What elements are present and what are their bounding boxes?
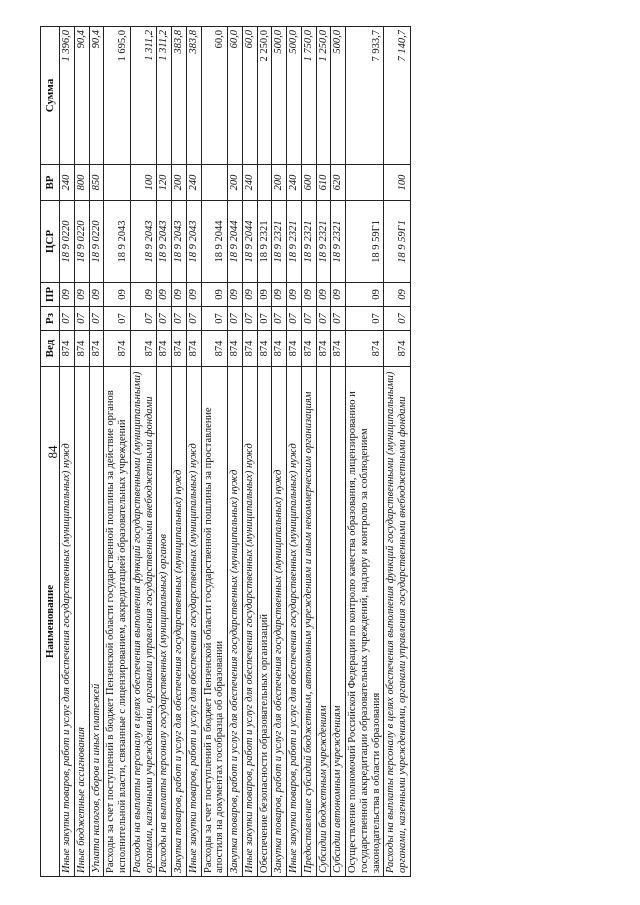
cell-name: Уплата налогов, сборов и иных платежей: [89, 367, 104, 877]
cell-pr: 09: [301, 283, 316, 307]
cell-csr: 18 9 2321: [272, 201, 287, 283]
cell-rz: 07: [257, 307, 272, 331]
table-row: [104, 27, 131, 877]
cell-rz: 07: [272, 307, 287, 331]
table-row: [316, 27, 331, 877]
cell-vr: [201, 165, 228, 201]
cell-sum: 500,0: [331, 27, 346, 165]
cell-pr: 09: [89, 283, 104, 307]
cell-pr: 09: [172, 283, 187, 307]
cell-name: Осуществление полномочий Российской Федерации по контролю качества образования, лицензированию и государственной аккредитации образовательных учреждений, надзору и контролю за соблюдением законодательства в области образования: [346, 367, 384, 877]
cell-pr: 09: [130, 283, 157, 307]
cell-csr: 18 9 2044: [201, 201, 228, 283]
table-row: [186, 27, 201, 877]
cell-ved: 874: [186, 331, 201, 367]
cell-name: Субсидии бюджетным учреждениям: [316, 367, 331, 877]
cell-csr: 18 9 0220: [89, 201, 104, 283]
cell-sum: 383,8: [172, 27, 187, 165]
cell-pr: 09: [201, 283, 228, 307]
cell-ved: 874: [60, 331, 75, 367]
cell-sum: 2 250,0: [257, 27, 272, 165]
cell-rz: 07: [201, 307, 228, 331]
cell-rz: 07: [287, 307, 302, 331]
table-row: [272, 27, 287, 877]
cell-pr: 09: [316, 283, 331, 307]
cell-ved: 874: [130, 331, 157, 367]
cell-ved: 874: [301, 331, 316, 367]
cell-ved: 874: [257, 331, 272, 367]
cell-sum: 60,0: [201, 27, 228, 165]
table-row: [89, 27, 104, 877]
cell-ved: 874: [331, 331, 346, 367]
cell-csr: 18 9 2044: [228, 201, 243, 283]
budget-table: [40, 26, 411, 877]
cell-sum: 500,0: [287, 27, 302, 165]
cell-csr: 18 9 2321: [301, 201, 316, 283]
cell-vr: 100: [384, 165, 411, 201]
cell-vr: 120: [157, 165, 172, 201]
cell-name: Обеспечение безопасности образовательных организаций: [257, 367, 272, 877]
table-row: [384, 27, 411, 877]
cell-vr: 240: [242, 165, 257, 201]
header-ved: Вед: [41, 331, 60, 367]
cell-csr: 18 9 2043: [157, 201, 172, 283]
cell-ved: 874: [228, 331, 243, 367]
header-pr: ПР: [41, 283, 60, 307]
table-row: [301, 27, 316, 877]
header-rz: Рз: [41, 307, 60, 331]
cell-rz: 07: [60, 307, 75, 331]
cell-sum: 90,4: [89, 27, 104, 165]
cell-vr: 620: [331, 165, 346, 201]
cell-vr: 200: [228, 165, 243, 201]
cell-csr: 18 9 2044: [242, 201, 257, 283]
cell-vr: 240: [60, 165, 75, 201]
cell-pr: 09: [384, 283, 411, 307]
cell-sum: 1 695,0: [104, 27, 131, 165]
cell-vr: 240: [287, 165, 302, 201]
cell-pr: 09: [60, 283, 75, 307]
table-row: [60, 27, 75, 877]
cell-sum: 1 311,2: [130, 27, 157, 165]
cell-csr: 18 9 2043: [104, 201, 131, 283]
table-row: [287, 27, 302, 877]
cell-rz: 07: [316, 307, 331, 331]
cell-csr: 18 9 2321: [287, 201, 302, 283]
cell-rz: 07: [157, 307, 172, 331]
cell-ved: 874: [89, 331, 104, 367]
cell-ved: 874: [287, 331, 302, 367]
header-sum: Сумма: [41, 27, 60, 165]
table-header-row: [41, 27, 60, 877]
cell-sum: 383,8: [186, 27, 201, 165]
table-row: [331, 27, 346, 877]
cell-vr: 200: [272, 165, 287, 201]
cell-name: Расходы на выплаты персоналу в целях обеспечения выполнения функций государственными (муниципальными) органами, казенными учреждениями, органами управления государственными внебюджетными фондами: [384, 367, 411, 877]
cell-name: Расходы за счет поступлений в бюджет Пензенской области государственной пошлины за проставление апостиля на документах гособразца об образовании: [201, 367, 228, 877]
cell-csr: 18 9 2321: [316, 201, 331, 283]
table-row: [130, 27, 157, 877]
table-row: [242, 27, 257, 877]
cell-name: Иные закупки товаров, работ и услуг для обеспечения государственных (муниципальных) нужд: [242, 367, 257, 877]
cell-pr: 09: [157, 283, 172, 307]
cell-vr: [104, 165, 131, 201]
cell-vr: 610: [316, 165, 331, 201]
cell-vr: 800: [74, 165, 89, 201]
page-number: 84: [45, 445, 60, 459]
cell-rz: 07: [331, 307, 346, 331]
header-vr: ВР: [41, 165, 60, 201]
cell-vr: 100: [130, 165, 157, 201]
cell-rz: 07: [89, 307, 104, 331]
cell-ved: 874: [346, 331, 384, 367]
cell-vr: 240: [186, 165, 201, 201]
cell-pr: 09: [186, 283, 201, 307]
cell-sum: 90,4: [74, 27, 89, 165]
cell-sum: 60,0: [242, 27, 257, 165]
cell-rz: 07: [301, 307, 316, 331]
cell-csr: 18 9 2321: [331, 201, 346, 283]
cell-sum: 1 396,0: [60, 27, 75, 165]
cell-vr: 850: [89, 165, 104, 201]
cell-rz: 07: [186, 307, 201, 331]
cell-vr: 200: [172, 165, 187, 201]
cell-name: Субсидии автономным учреждениям: [331, 367, 346, 877]
cell-pr: 09: [346, 283, 384, 307]
cell-name: Расходы за счет поступлений в бюджет Пензенской области государственной пошлины за действие органов исполнительной власти, связанные с лицензированием, аккредитацией образовательных учреждений: [104, 367, 131, 877]
cell-rz: 07: [384, 307, 411, 331]
cell-pr: 09: [287, 283, 302, 307]
cell-rz: 07: [242, 307, 257, 331]
cell-vr: 600: [301, 165, 316, 201]
cell-csr: 18 9 59Г1: [384, 201, 411, 283]
cell-csr: 18 9 0220: [60, 201, 75, 283]
cell-name: Иные закупки товаров, работ и услуг для обеспечения государственных (муниципальных) нужд: [60, 367, 75, 877]
cell-ved: 874: [384, 331, 411, 367]
table-row: [228, 27, 243, 877]
table-row: [172, 27, 187, 877]
cell-sum: 1 250,0: [316, 27, 331, 165]
cell-rz: 07: [228, 307, 243, 331]
cell-ved: 874: [104, 331, 131, 367]
cell-sum: 7 140,7: [384, 27, 411, 165]
table-row: [157, 27, 172, 877]
cell-sum: 500,0: [272, 27, 287, 165]
table-row: [346, 27, 384, 877]
cell-pr: 09: [331, 283, 346, 307]
cell-ved: 874: [157, 331, 172, 367]
table-row: [257, 27, 272, 877]
cell-vr: [346, 165, 384, 201]
cell-csr: 18 9 2043: [172, 201, 187, 283]
cell-ved: 874: [74, 331, 89, 367]
cell-vr: [257, 165, 272, 201]
header-name: Наименование: [41, 367, 60, 877]
cell-name: Иные закупки товаров, работ и услуг для обеспечения государственных (муниципальных) нужд: [186, 367, 201, 877]
cell-ved: 874: [201, 331, 228, 367]
cell-rz: 07: [172, 307, 187, 331]
cell-pr: 09: [104, 283, 131, 307]
cell-pr: 09: [257, 283, 272, 307]
cell-csr: 18 9 2043: [130, 201, 157, 283]
header-csr: ЦСР: [41, 201, 60, 283]
cell-rz: 07: [74, 307, 89, 331]
cell-pr: 09: [74, 283, 89, 307]
table-body: [60, 27, 411, 877]
cell-name: Расходы на выплаты персоналу государственных (муниципальных) органов: [157, 367, 172, 877]
cell-csr: 18 9 2043: [186, 201, 201, 283]
cell-sum: 1 750,0: [301, 27, 316, 165]
cell-sum: 7 933,7: [346, 27, 384, 165]
cell-ved: 874: [242, 331, 257, 367]
cell-csr: 18 9 59Г1: [346, 201, 384, 283]
table-row: [74, 27, 89, 877]
cell-ved: 874: [316, 331, 331, 367]
cell-name: Закупка товаров, работ и услуг для обеспечения государственных (муниципальных) нужд: [272, 367, 287, 877]
cell-name: Иные бюджетные ассигнования: [74, 367, 89, 877]
cell-name: Предоставление субсидий бюджетным, автономным учреждениям и иным некоммерческим организациям: [301, 367, 316, 877]
cell-name: Закупка товаров, работ и услуг для обеспечения государственных (муниципальных) нужд: [172, 367, 187, 877]
cell-csr: 18 9 0220: [74, 201, 89, 283]
cell-ved: 874: [172, 331, 187, 367]
cell-pr: 09: [242, 283, 257, 307]
cell-pr: 09: [228, 283, 243, 307]
cell-rz: 07: [346, 307, 384, 331]
cell-name: Расходы на выплаты персоналу в целях обеспечения выполнения функций государственными (муниципальными) органами, казенными учреждениями, органами управления государственными внебюджетными фондами: [130, 367, 157, 877]
cell-name: Закупка товаров, работ и услуг для обеспечения государственных (муниципальных) нужд: [228, 367, 243, 877]
cell-csr: 18 9 2321: [257, 201, 272, 283]
cell-ved: 874: [272, 331, 287, 367]
cell-sum: 1 311,2: [157, 27, 172, 165]
cell-rz: 07: [130, 307, 157, 331]
cell-rz: 07: [104, 307, 131, 331]
cell-sum: 60,0: [228, 27, 243, 165]
cell-pr: 09: [272, 283, 287, 307]
rotated-table-container: [40, 27, 600, 877]
table-row: [201, 27, 228, 877]
cell-name: Иные закупки товаров, работ и услуг для обеспечения государственных (муниципальных) нужд: [287, 367, 302, 877]
